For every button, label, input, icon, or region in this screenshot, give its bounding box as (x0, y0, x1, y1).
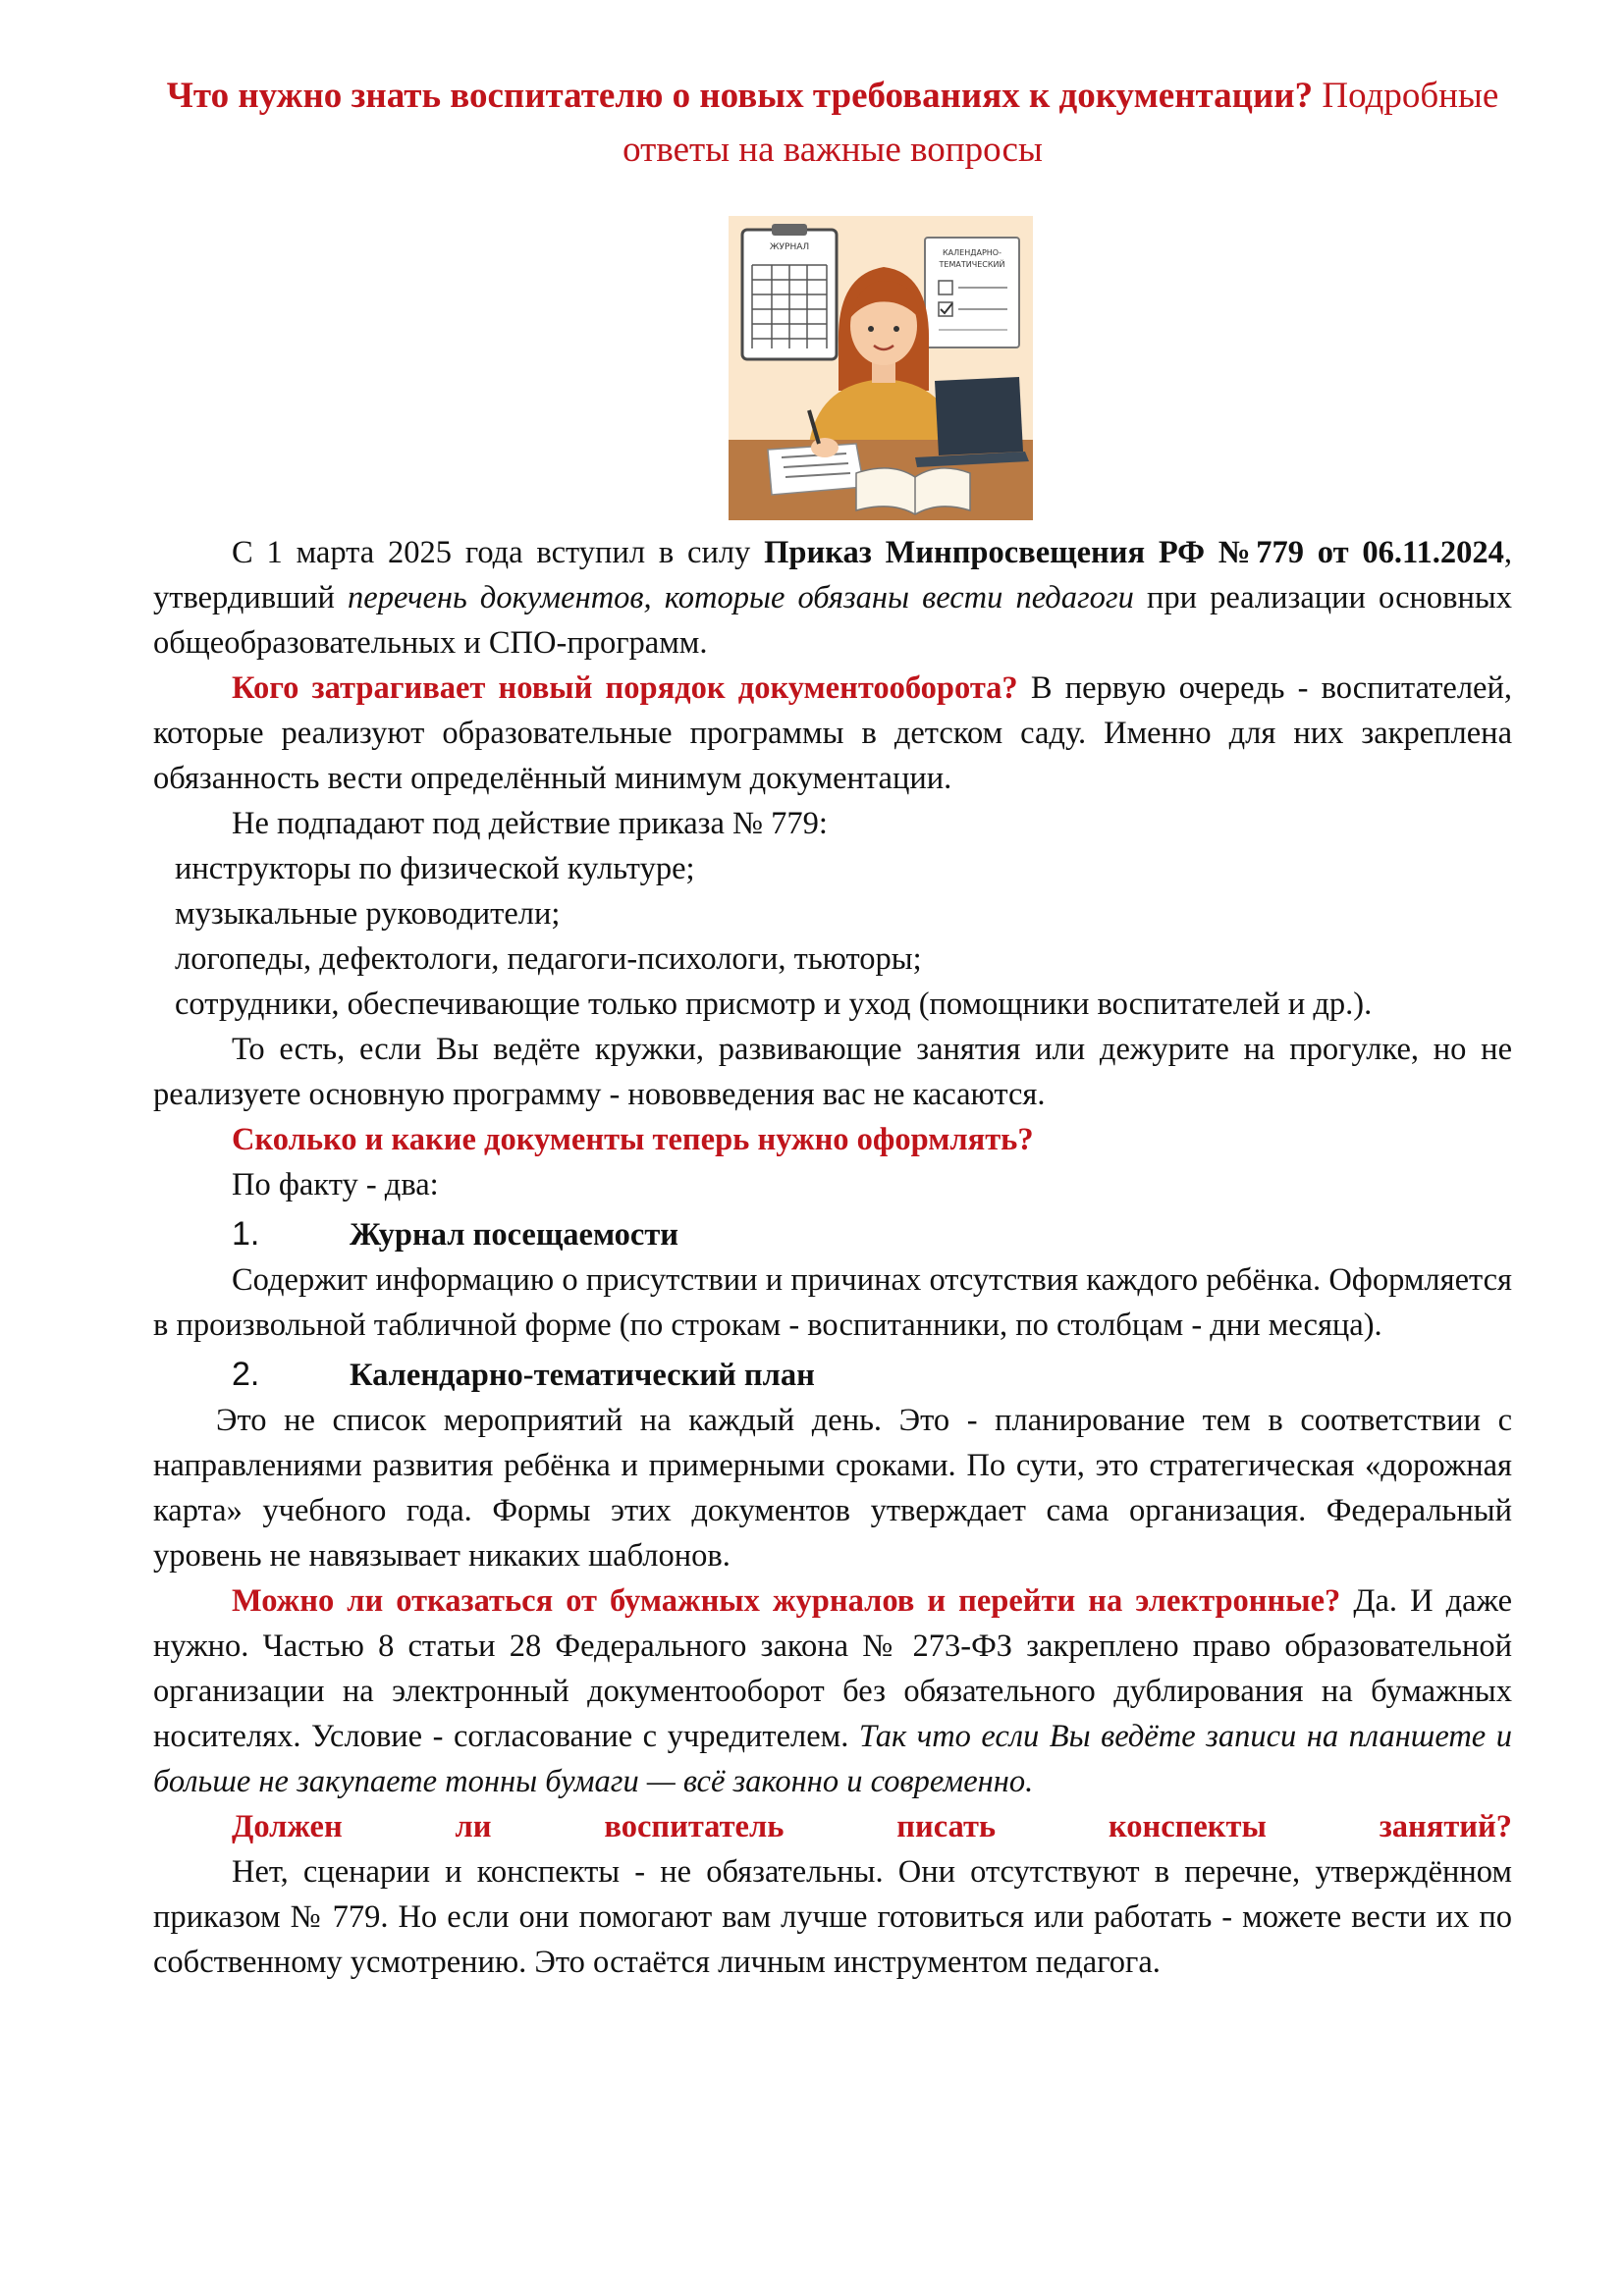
doc-2-heading (232, 1352, 1512, 1398)
journal-clipboard (742, 224, 837, 359)
question-3-paragraph (153, 1578, 1512, 1804)
doc-2-title: Календарно-тематический план (350, 1358, 815, 1393)
docs-count: По факту - два: (232, 1167, 439, 1202)
answer-1: В первую очередь - воспитателей, которые реализуют образовательные программы в детском саду. Именно для них закреплена обязанность вести определённый минимум документации. (153, 670, 1512, 796)
question-2: Сколько и какие документы теперь нужно оформлять? (232, 1122, 1034, 1157)
intro-paragraph (153, 530, 1512, 666)
question-1-paragraph (153, 666, 1512, 801)
svg-text:КАЛЕНДАРНО-: КАЛЕНДАРНО- (943, 248, 1001, 257)
doc-1-number: 1. (232, 1215, 260, 1253)
question-1: Кого затрагивает новый порядок документооборота? (232, 670, 1018, 706)
doc-2-text: Это не список мероприятий на каждый день. Это - планирование тем в соответствии с направлениями развития ребёнка и примерными сроками. По сути, это стратегическая «дорожная карта» учебного года. Формы этих документов утверждает сама организация. Федеральный уровень не навязывает никаких шаблонов. (153, 1403, 1512, 1574)
question-4: Должен ли воспитатель писать конспекты занятий? (232, 1809, 1512, 1844)
title-bold: Что нужно знать воспитателю о новых требованиях к документации? (166, 76, 1314, 116)
intro-text-a: С 1 марта 2025 года вступил в силу (232, 535, 765, 570)
svg-text:ТЕМАТИЧЕСКИЙ: ТЕМАТИЧЕСКИЙ (939, 260, 1005, 269)
page-title (153, 69, 1512, 177)
order-reference: Приказ Минпросвещения РФ №779 от 06.11.2024 (764, 535, 1504, 570)
list-item: инструкторы по физической культуре; (175, 851, 695, 886)
exempt-note: То есть, если Вы ведёте кружки, развивающие занятия или дежурите на прогулке, но не реализуете основную программу - нововведения вас не касаются. (153, 1032, 1512, 1112)
answer-4: Нет, сценарии и конспекты - не обязательны. Они отсутствуют в перечне, утверждённом приказом № 779. Но если они помогают вам лучше готовиться или работать - можете вести их по собственному усмотрению. Это остаётся личным инструментом педагога. (153, 1854, 1512, 1980)
list-item: логопеды, дефектологи, педагоги-психологи, тьюторы; (175, 941, 922, 977)
exempt-intro: Не подпадают под действие приказа № 779: (232, 806, 828, 841)
list-item: музыкальные руководители; (175, 896, 561, 932)
question-3: Можно ли отказаться от бумажных журналов и перейти на электронные? (232, 1583, 1341, 1619)
answer-3: Да. И даже нужно. Частью 8 статьи 28 Федерального закона № 273-ФЗ закреплено право образовательной организации на электронный документооборот без обязательного дублирования на бумажных носителях. Условие - согласование с учредителем. (153, 1583, 1512, 1754)
exempt-list (153, 846, 1512, 1027)
title-subtitle: Подробные ответы на важные вопросы (623, 76, 1499, 170)
doc-1-text: Содержит информацию о присутствии и причинах отсутствия каждого ребёнка. Оформляется в произвольной табличной форме (по строкам - воспитанники, по столбцам - дни месяца). (153, 1262, 1512, 1343)
list-item: сотрудники, обеспечивающие только присмотр и уход (помощники воспитателей и др.). (175, 987, 1373, 1022)
intro-italic: перечень документов, которые обязаны вести педагоги (348, 580, 1134, 615)
doc-2-number: 2. (232, 1356, 260, 1393)
answer-3-italic: Так что если Вы ведёте записи на планшете и больше не закупаете тонны бумаги — всё законно и современно. (153, 1719, 1512, 1799)
journal-label: ЖУРНАЛ (769, 242, 810, 252)
intro-text-c: , утвердивший (153, 535, 1512, 615)
plan-sheet (925, 238, 1019, 347)
doc-1-title: Журнал посещаемости (350, 1217, 679, 1253)
intro-text-e: при реализации основных общеобразовательных и СПО-программ. (153, 580, 1512, 661)
teacher-illustration (729, 216, 1033, 520)
document-page (153, 69, 1512, 1985)
doc-1-heading (232, 1211, 1512, 1257)
